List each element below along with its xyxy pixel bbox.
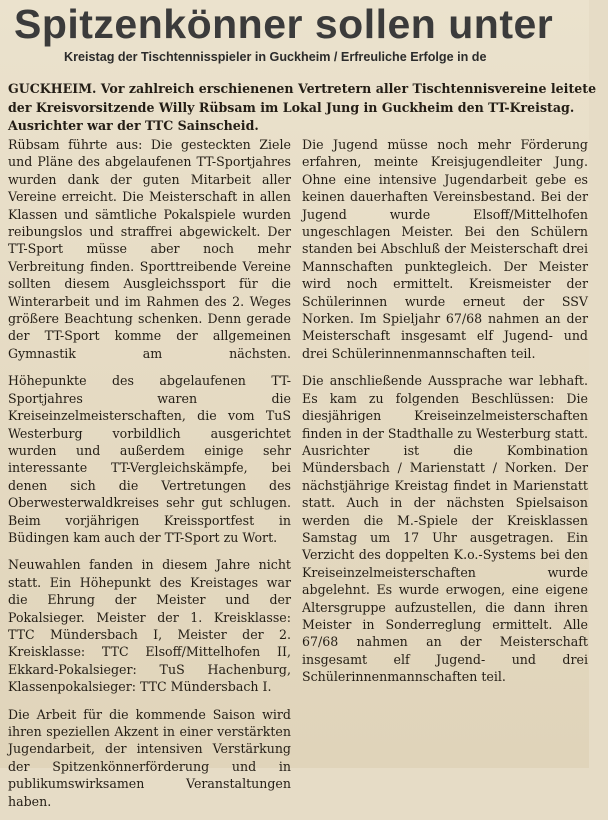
body-paragraph: Die Jugend müsse noch mehr Förderung erfahren, meinte Kreisjugendleiter Jung. Ohne eine intensive Jugendarbeit gebe es keinen dauerhaften Vereinsbestand. Bei der Jugend wurde Elsoff/Mittelhofen ungeschlagen Meister. Bei den Schülern standen bei Abschluß der Meisterschaft drei Mannschaften punktegleich. Der Meister wird noch ermittelt. Kreismeister der Schülerinnen wurde erneut der SSV Norken. Im Spieljahr 67/68 nahmen an der Meisterschaft insgesamt elf Jugend- und drei Schülerinnenmannschaften teil. xyxy=(302,137,588,361)
lead-paragraph xyxy=(8,80,608,136)
lead-line: Ausrichter war der TTC Sainscheid. xyxy=(8,118,259,133)
body-paragraph: Höhepunkte des abgelaufenen TT-Sportjahres waren die Kreiseinzelmeisterschaften, die vom TuS Westerburg vorbildlich ausgerichtet wurden und außerdem einige sehr interessante TT-Vergleichskämpfe, bei denen sich die Vertretungen des Oberwesterwaldkreises sehr gut schlugen. Beim vorjährigen Kreissportfest in Büdingen kam auch der TT-Sport zu Wort. xyxy=(8,373,291,545)
lead-line: der Kreisvorsitzende Willy Rübsam im Lokal Jung in Guckheim den TT-Kreistag. xyxy=(8,99,575,115)
left-column xyxy=(8,136,291,820)
body-paragraph: Rübsam führte aus: Die gesteckten Ziele und Pläne des abgelaufenen TT-Sportjahres wurden dank der guten Mitarbeit aller Vereine erreicht. Die Meisterschaft in allen Klassen und sämtliche Pokalspiele wurden reibungslos und straffrei abgewickelt. Der TT-Sport müsse aber noch mehr Verbreitung finden. Sporttreibende Vereine sollten diesem Ausgleichssport für die Winterarbeit und im Rahmen des 2. Weges größere Beachtung schenken. Denn gerade der TT-Sport komme der allgemeinen Gymnastik am nächsten. xyxy=(8,137,291,361)
subheadline: Kreistag der Tischtennisspieler in Guckheim / Erfreuliche Erfolge in de xyxy=(64,50,487,64)
body-paragraph: Die Arbeit für die kommende Saison wird ihren speziellen Akzent in einer verstärkten Jugendarbeit, der intensiven Verstärkung der Spitzenkönnerförderung und in publikumswirksamen Veranstaltungen haben. xyxy=(8,706,291,809)
body-paragraph: Neuwahlen fanden in diesem Jahre nicht statt. Ein Höhepunkt des Kreistages war die Ehrung der Meister und der Pokalsieger. Meister der 1. Kreisklasse: TTC Mündersbach I, Meister der 2. Kreisklasse: TTC Elsoff/Mittelhofen II, Ekkard-Pokalsieger: TuS Hachenburg, Klassenpokalsieger: TTC Mündersbach I. xyxy=(8,557,291,695)
right-column xyxy=(302,136,588,696)
body-paragraph: Die anschließende Aussprache war lebhaft. Es kam zu folgenden Beschlüssen: Die diesjährigen Kreiseinzelmeisterschaften finden in der Stadthalle zu Westerburg statt. Ausrichter ist die Kombination Mündersbach / Marienstatt / Norken. Der nächstjährige Kreistag findet in Marienstatt statt. Auch in der nächsten Spielsaison werden die M.-Spiele der Kreisklassen Samstag um 17 Uhr ausgetragen. Ein Verzicht des doppelten K.o.-Systems bei den Kreiseinzelmeisterschaften wurde abgelehnt. Es wurde erwogen, eine eigene Altersgruppe aufzustellen, die dann ihren Meister in Sonderreglung ermittelt. Alle 67/68 nahmen an der Meisterschaft insgesamt elf Jugend- und drei Schülerinnenmannschaften teil. xyxy=(302,373,588,685)
headline: Spitzenkönner sollen unter xyxy=(14,1,554,47)
lead-line: GUCKHEIM. Vor zahlreich erschienenen Vertretern aller Tischtennisvereine leitete xyxy=(8,81,597,96)
